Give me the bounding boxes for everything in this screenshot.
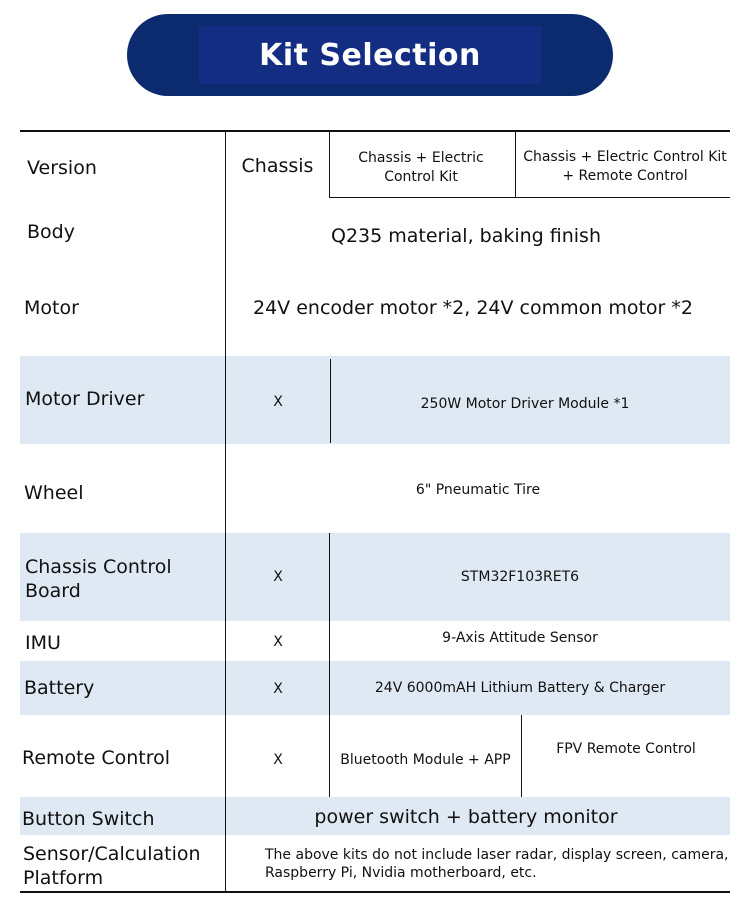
row-value-sensor-platform: The above kits do not include laser radar, display screen, camera, Raspberry Pi, Nvidia motherboard, etc. — [265, 847, 729, 881]
row-chassis-remote-control: X — [273, 752, 283, 768]
row-value-motor: 24V encoder motor *2, 24V common motor *2 — [253, 297, 693, 319]
header-version: Version — [27, 157, 97, 179]
table-top-border — [20, 130, 730, 132]
row-chassis-motor-driver: X — [273, 394, 283, 410]
title-banner — [127, 14, 613, 96]
header-divider-1 — [329, 131, 330, 198]
header-chassis: Chassis — [241, 155, 314, 177]
row-value-battery: 24V 6000mAH Lithium Battery & Charger — [374, 680, 666, 696]
row-value-wheel: 6" Pneumatic Tire — [415, 482, 541, 498]
row-electric-remote-control: Bluetooth Module + APP — [340, 752, 511, 768]
row-chassis-imu: X — [273, 634, 283, 650]
row-value-control-board: STM32F103RET6 — [460, 569, 580, 585]
row-label-body: Body — [27, 221, 75, 243]
row-label-battery: Battery — [24, 677, 95, 699]
page-title: Kit Selection — [259, 37, 481, 73]
row-value-button-switch: power switch + battery monitor — [314, 806, 618, 828]
header-divider-2 — [515, 131, 516, 198]
row-remote-remote-control: FPV Remote Control — [556, 741, 696, 757]
row-label-control-board: Chassis Control Board — [25, 556, 172, 602]
row-label-button-switch: Button Switch — [22, 808, 155, 830]
row-label-motor: Motor — [24, 297, 79, 319]
header-chassis-electric: Chassis + Electric Control Kit — [358, 150, 484, 185]
row-label-wheel: Wheel — [24, 482, 84, 504]
row-label-motor-driver: Motor Driver — [25, 388, 145, 410]
header-chassis-electric-remote: Chassis + Electric Control Kit + Remote Control — [523, 149, 727, 184]
row-value-motor-driver: 250W Motor Driver Module *1 — [420, 396, 630, 412]
row-chassis-control-board: X — [273, 569, 283, 585]
table-bottom-border — [20, 891, 730, 893]
row-label-remote-control: Remote Control — [22, 747, 171, 769]
row-value-imu: 9-Axis Attitude Sensor — [442, 630, 598, 646]
row-chassis-battery: X — [273, 681, 283, 697]
header-bottom-rule — [329, 197, 730, 198]
row-value-body: Q235 material, baking finish — [331, 225, 601, 247]
row-label-imu: IMU — [25, 632, 61, 654]
row-label-sensor-platform: Sensor/Calculation Platform — [23, 843, 201, 889]
